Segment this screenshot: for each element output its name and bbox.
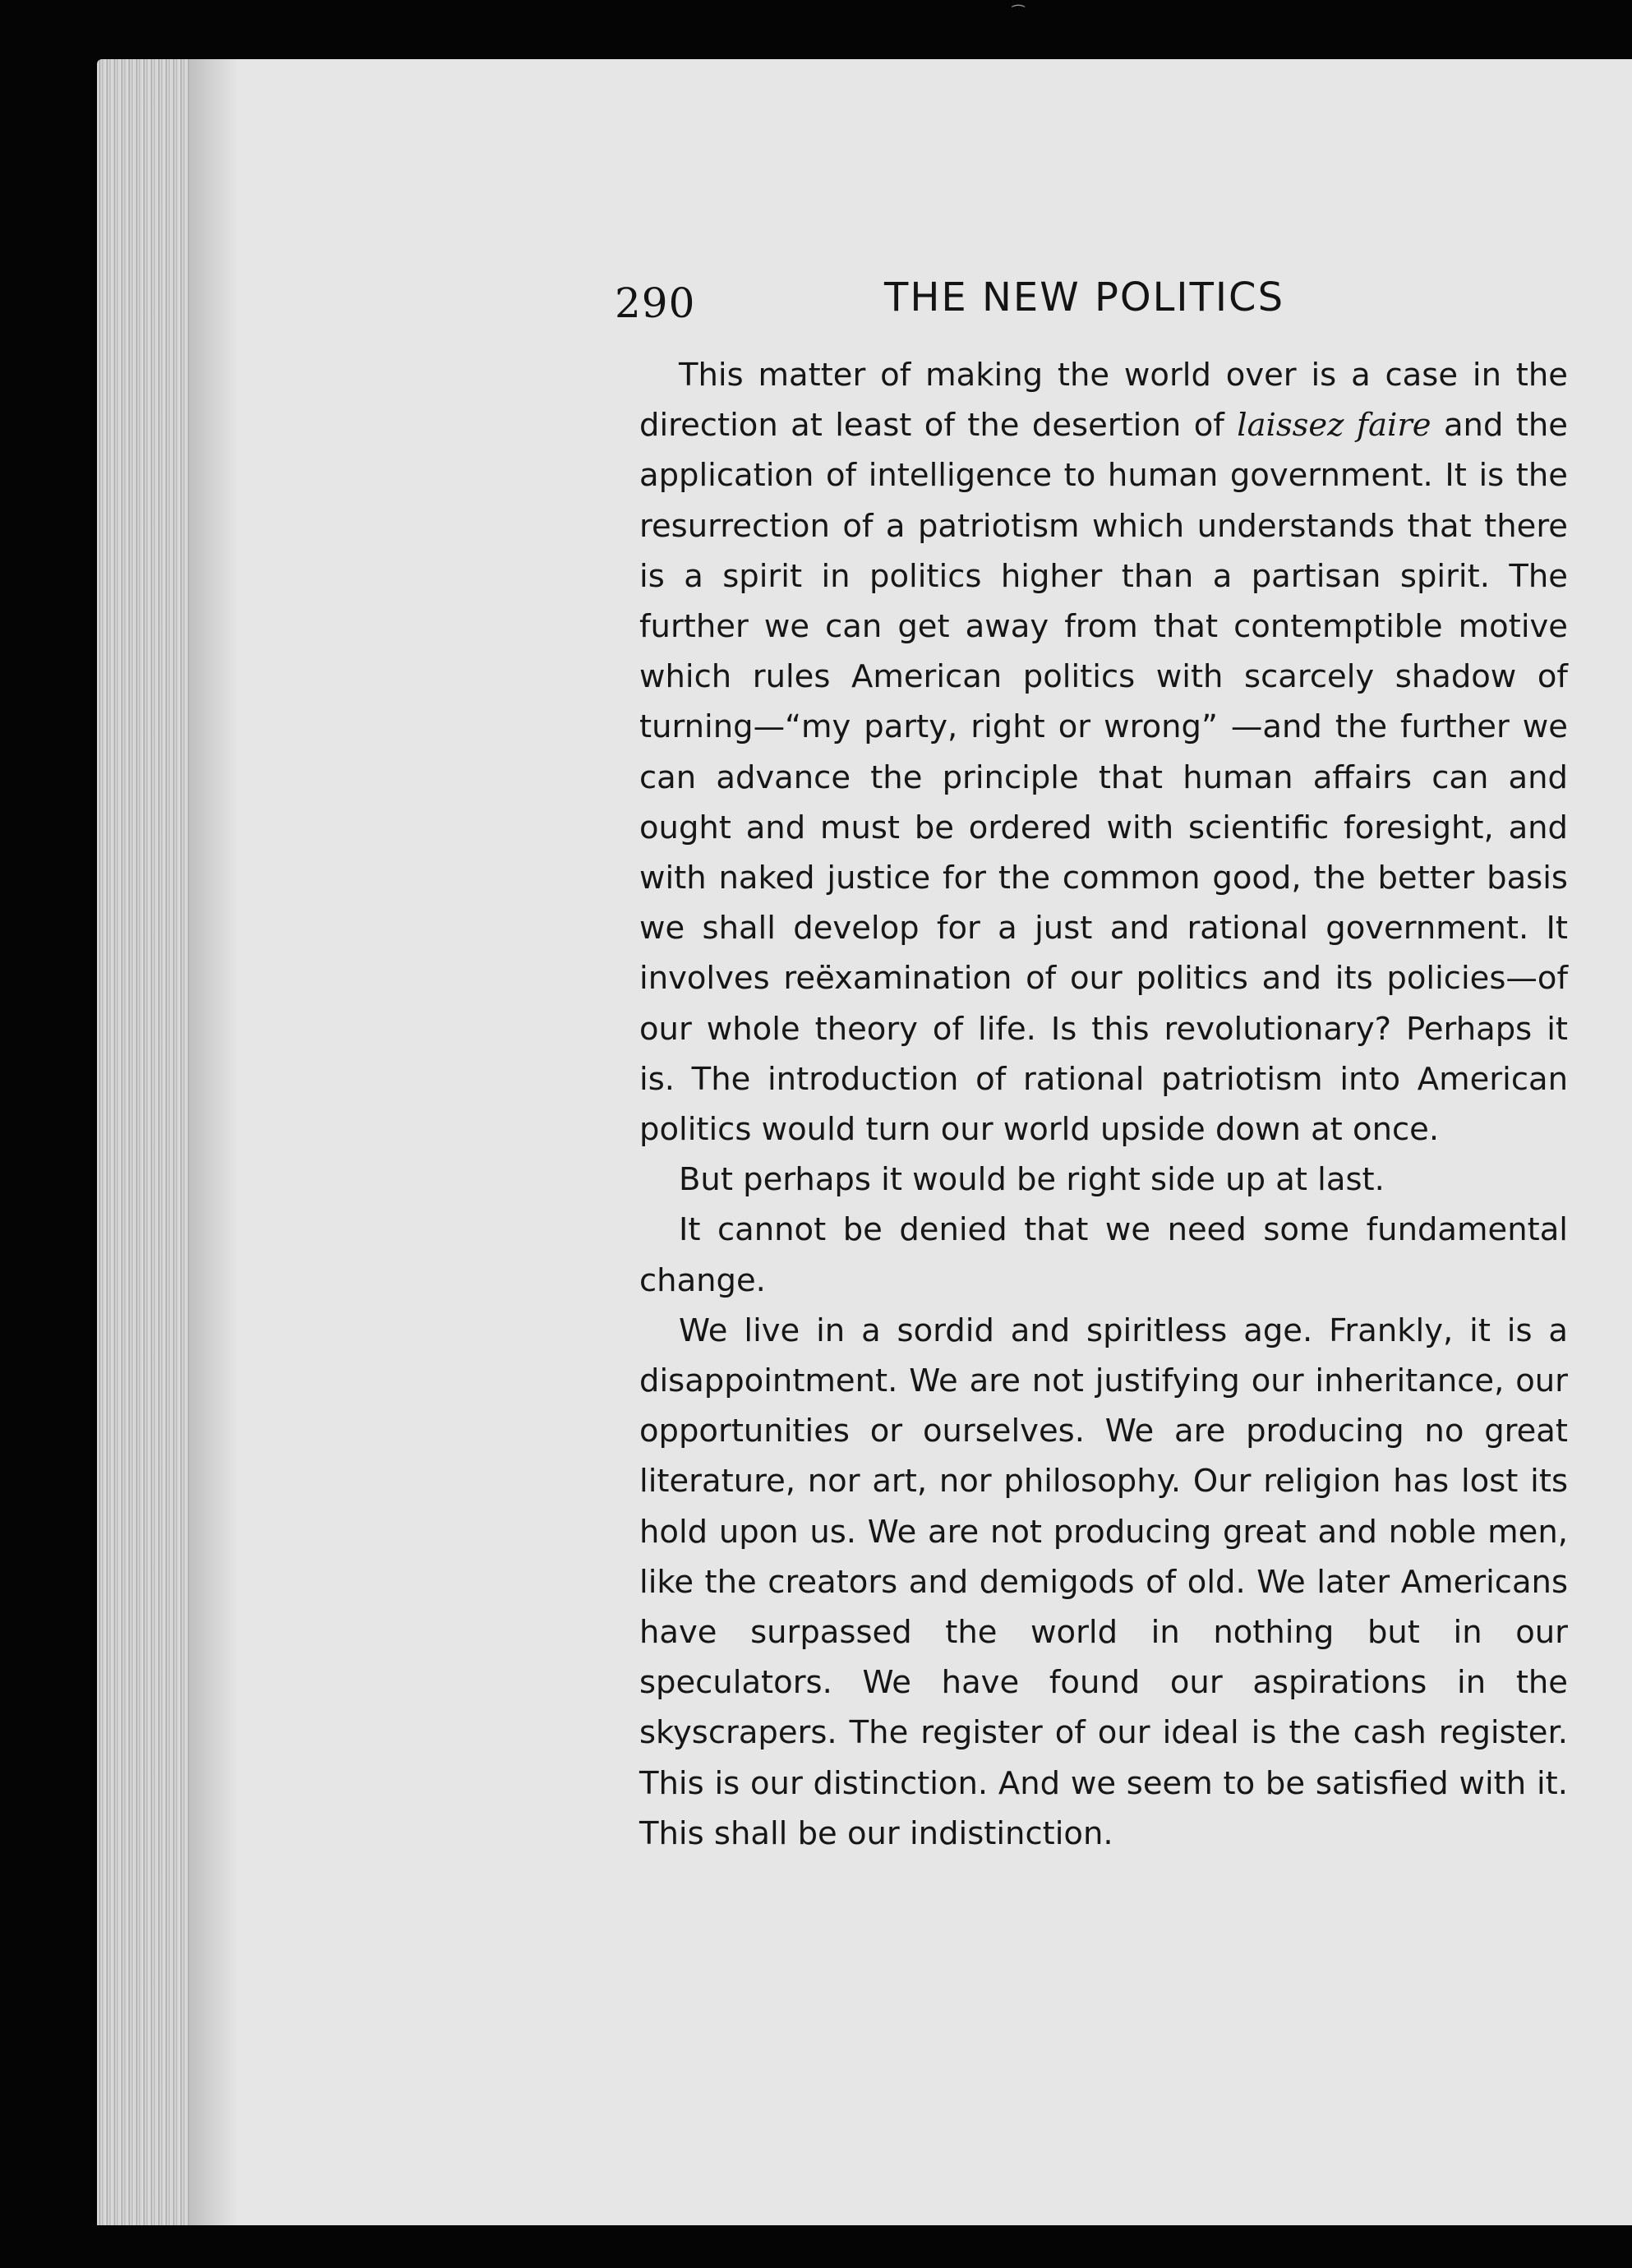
italic-phrase: laissez faire <box>1237 407 1431 445</box>
running-head <box>615 274 1576 327</box>
paragraph <box>639 350 1568 1155</box>
page-number: 290 <box>615 279 696 327</box>
paragraph-text: This matter of making the world over is a case in the direction at least of the desertion of <box>639 357 1568 445</box>
paragraph: But perhaps it would be right side up at last. <box>679 1161 1385 1199</box>
gutter-shadow <box>189 59 238 2225</box>
running-title: THE NEW POLITICS <box>884 274 1285 320</box>
body-text <box>639 350 1568 1859</box>
paragraph: It cannot be denied that we need some fundamental change. <box>639 1211 1568 1299</box>
scan-mark: ⁀ <box>1012 5 1025 22</box>
paragraph-text: and the application of intelligence to human government. It is the resurrection of a patriotism which understands that there is a spirit in politics higher than a partisan spirit. The further we can get away from that contemptible motive which rules American politics with scarcely shadow of turning—“my party, right or wrong” —and the further we can advance the principle that human affairs can and ought and must be ordered with scientific foresight, and with naked justice for the common good, the better basis we shall develop for a just and rational government. It involves reëxamination of our politics and its policies—of our whole theory of life. Is this revolutionary? Perhaps it is. The introduction of rational patriotism into American politics would turn our world upside down at once. <box>639 407 1568 1149</box>
paragraph: We live in a sordid and spiritless age. Frankly, it is a disappointment. We are not justifying our inheritance, our opportunities or ourselves. We are producing no great literature, nor art, nor philosophy. Our religion has lost its hold upon us. We are not producing great and noble men, like the creators and demigods of old. We later Americans have surpassed the world in nothing but in our speculators. We have found our aspirations in the skyscrapers. The register of our ideal is the cash register. This is our distinction. And we seem to be satisfied with it. This shall be our indistinction. <box>639 1311 1568 1852</box>
